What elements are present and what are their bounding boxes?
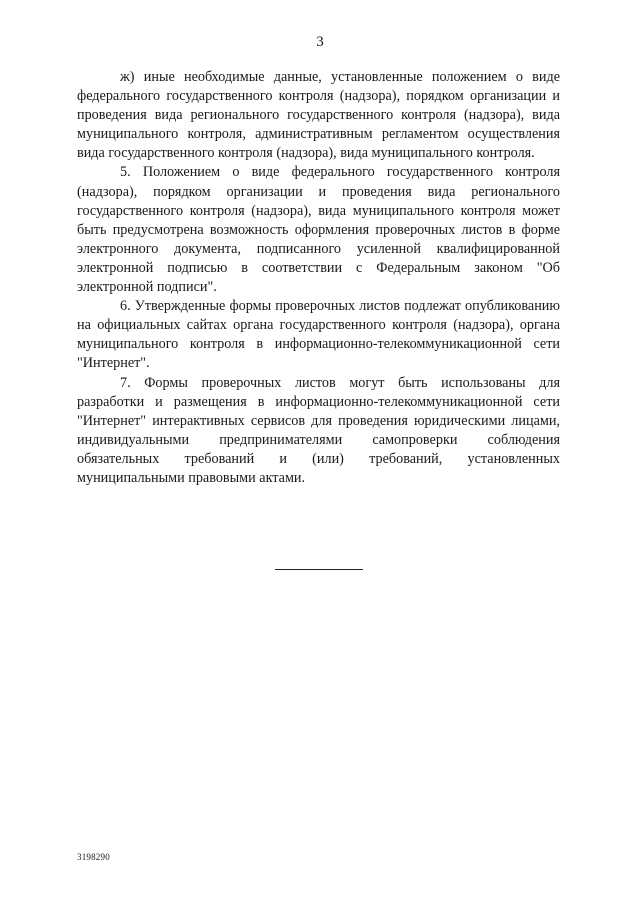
paragraph-item-5: 5. Положением о виде федерального государственного контроля (надзора), порядком организации и проведения вида регионального государственного контроля (надзора), вида муниципального контроля может быть предусмотрена возможность оформления проверочных листов в форме электронного документа, подписанного усиленной квалифицированной электронной подписью в соответствии с Федеральным законом "Об электронной подписи". <box>77 164 560 296</box>
page-number: 3 <box>316 34 324 50</box>
end-divider <box>275 569 363 570</box>
paragraph-item-7: 7. Формы проверочных листов могут быть использованы для разработки и размещения в информационно-телекоммуникационной сети "Интернет" интерактивных сервисов для проведения юридическими лицами, индивидуальными предпринимателями самопроверки соблюдения обязательных требований и (или) требований, установленных муниципальными правовыми актами. <box>77 374 560 486</box>
document-body <box>77 68 560 488</box>
paragraph-item-6: 6. Утвержденные формы проверочных листов подлежат опубликованию на официальных сайтах органа государственного контроля (надзора), органа муниципального контроля в информационно-телекоммуникационной сети "Интернет". <box>77 298 560 372</box>
paragraph-item-zh: ж) иные необходимые данные, установленные положением о виде федерального государственного контроля (надзора), порядком организации и проведения вида регионального государственного контроля (надзора), вида муниципального контроля, административным регламентом осуществления вида государственного контроля (надзора), вида муниципального контроля. <box>77 69 560 162</box>
document-id: 3198290 <box>77 852 110 862</box>
